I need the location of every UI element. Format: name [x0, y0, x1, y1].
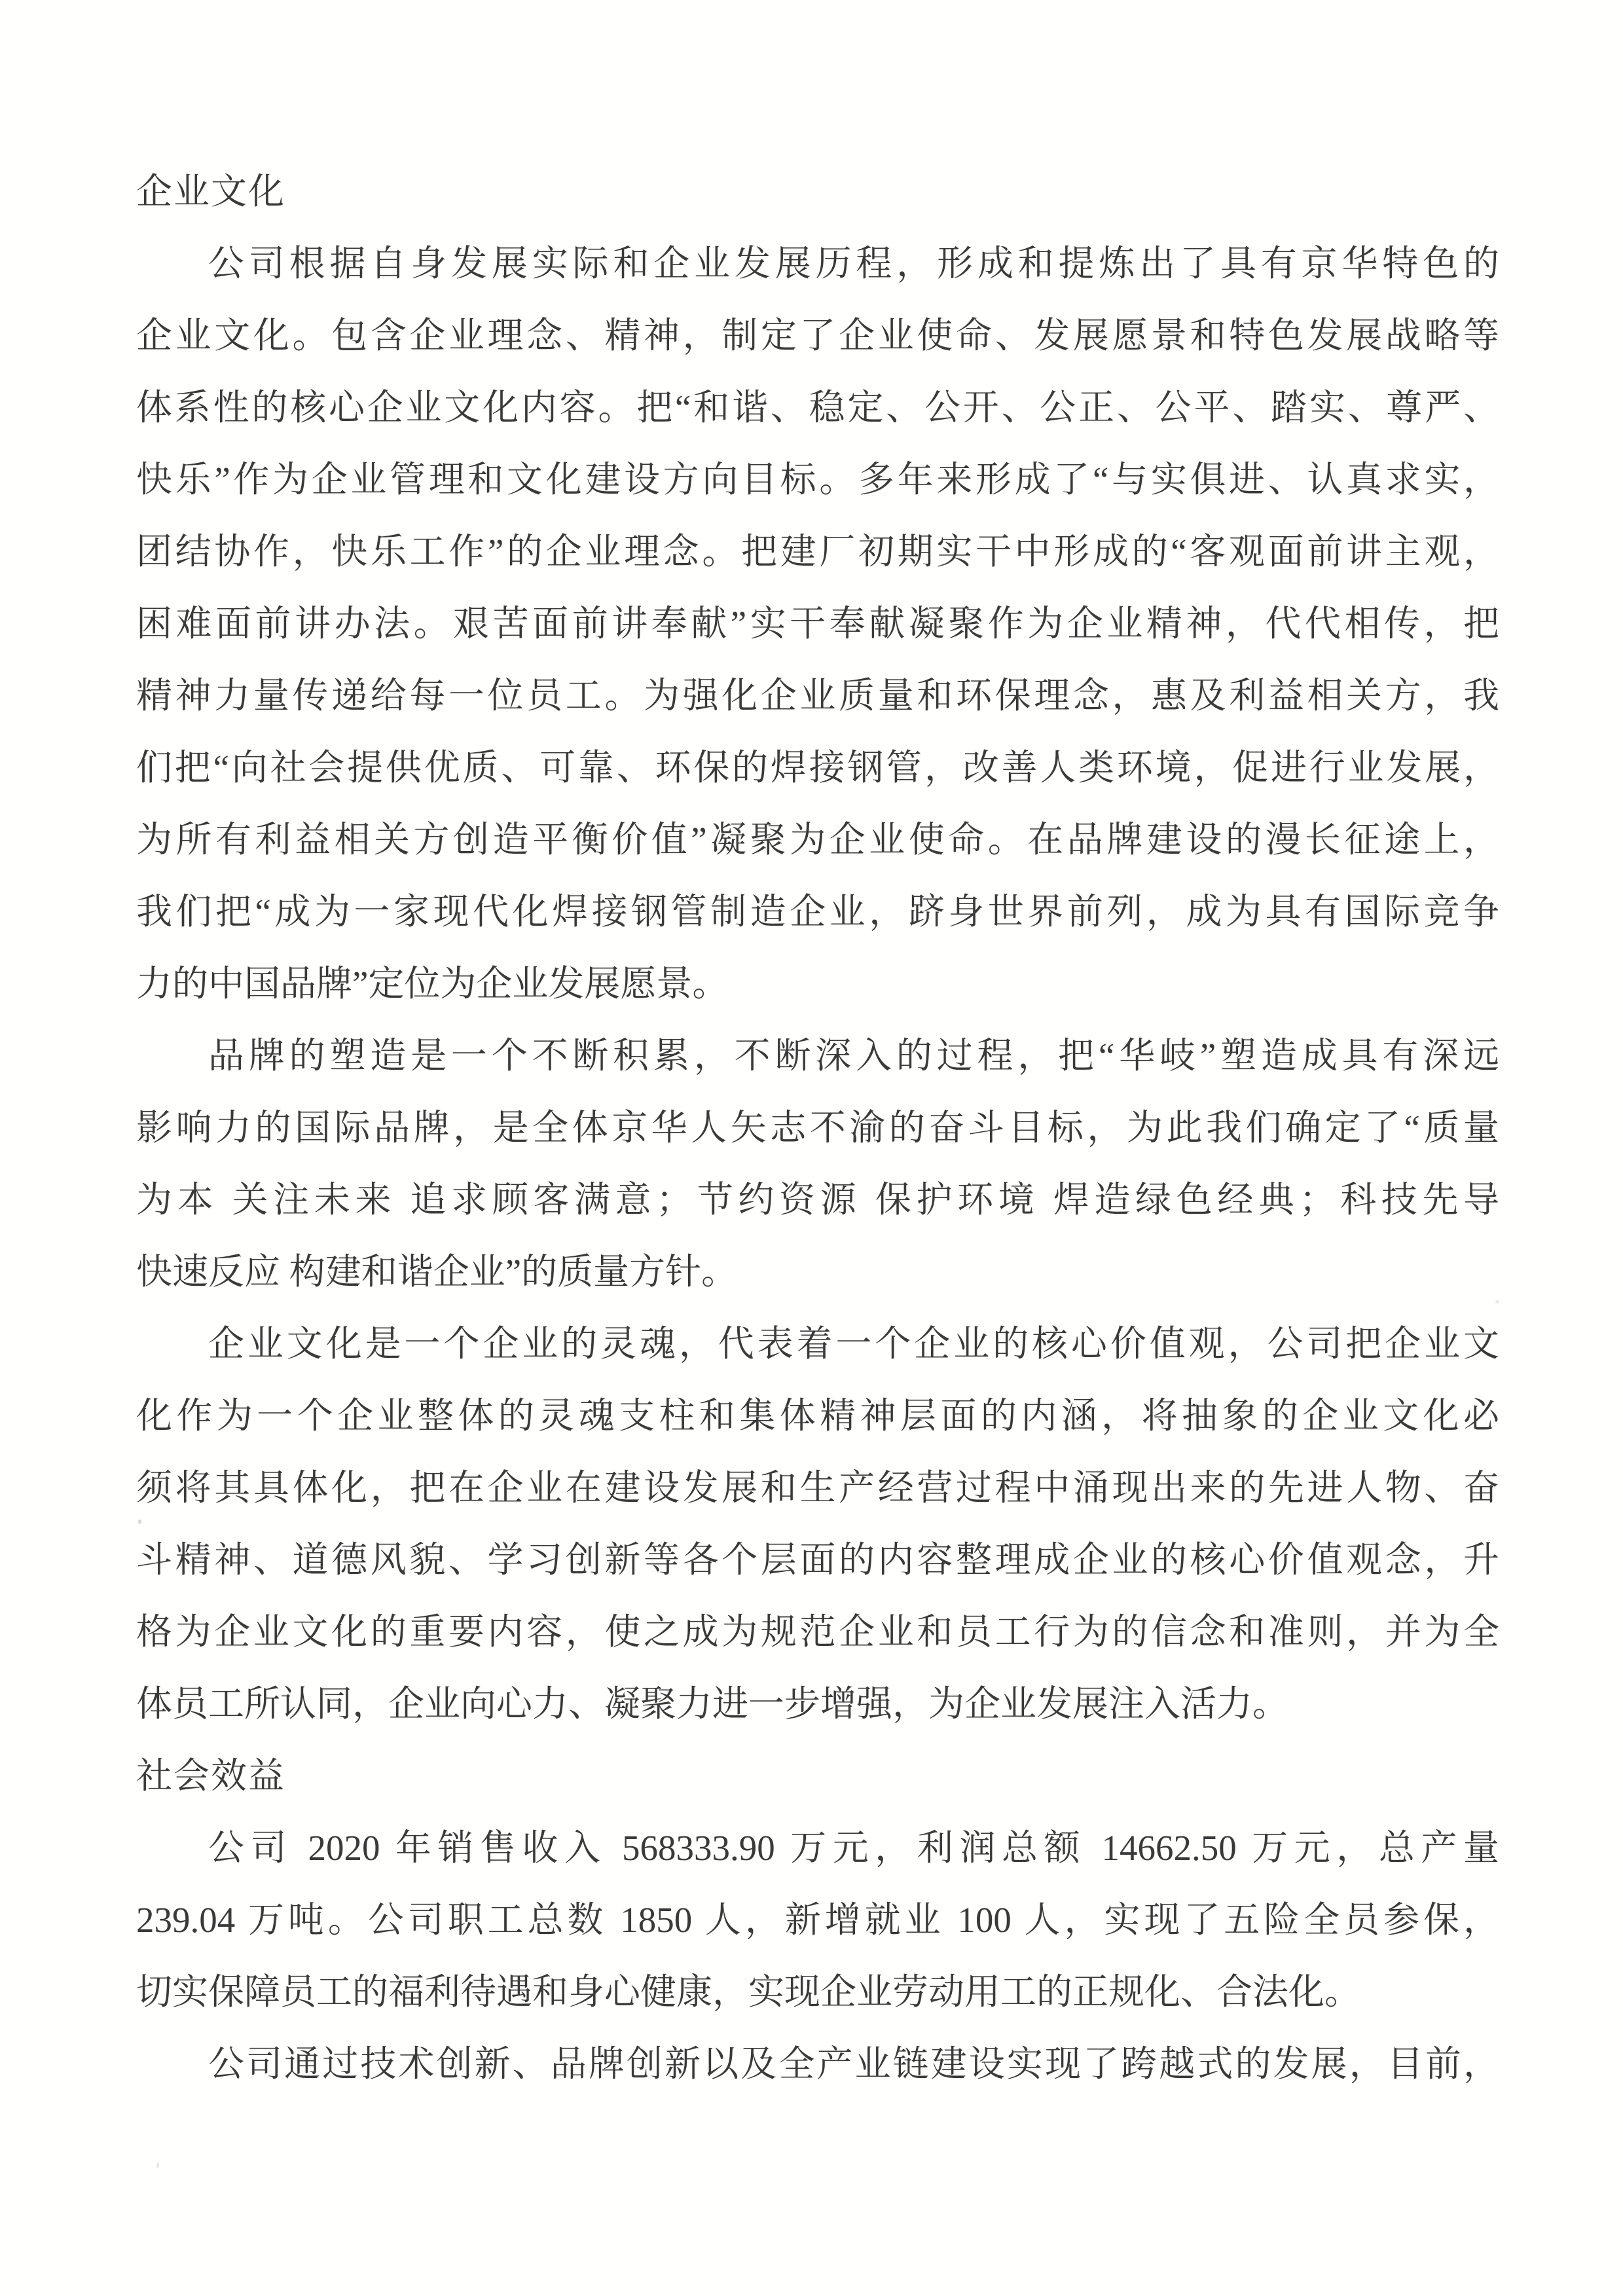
text-line: 239.04 万吨。公司职工总数 1850 人，新增就业 100 人，实现了五险全员参保，: [136, 1900, 1499, 1940]
scan-speck: [156, 2162, 159, 2168]
scan-speck: [1495, 1300, 1499, 1303]
text-line: 化作为一个企业整体的灵魂支柱和集体精神层面的内涵，将抽象的企业文化必: [136, 1396, 1499, 1436]
text-line: 公司 2020 年销售收入 568333.90 万元，利润总额 14662.50 万元，总产量: [208, 1828, 1499, 1868]
text-line: 我们把“成为一家现代化焊接钢管制造企业，跻身世界前列，成为具有国际竞争: [136, 892, 1499, 932]
text-line: 们把“向社会提供优质、可靠、环保的焊接钢管，改善人类环境，促进行业发展，: [136, 748, 1499, 788]
text-line: 为本 关注未来 追求顾客满意；节约资源 保护环境 焊造绿色经典；科技先导: [136, 1180, 1499, 1220]
text-block: [136, 156, 1499, 2100]
text-line: 公司根据自身发展实际和企业发展历程，形成和提炼出了具有京华特色的: [208, 244, 1499, 283]
text-line: 体系性的核心企业文化内容。把“和谐、稳定、公开、公正、公平、踏实、尊严、: [136, 388, 1499, 428]
text-line: 斗精神、道德风貌、学习创新等各个层面的内容整理成企业的核心价值观念，升: [136, 1540, 1499, 1580]
text-line: 困难面前讲办法。艰苦面前讲奉献”实干奉献凝聚作为企业精神，代代相传，把: [136, 604, 1499, 644]
section-heading: 企业文化: [136, 172, 286, 211]
text-line: 企业文化是一个企业的灵魂，代表着一个企业的核心价值观，公司把企业文: [208, 1324, 1499, 1364]
text-line: 体员工所认同，企业向心力、凝聚力进一步增强，为企业发展注入活力。: [136, 1684, 1289, 1724]
text-line: 品牌的塑造是一个不断积累，不断深入的过程，把“华岐”塑造成具有深远: [208, 1036, 1499, 1076]
text-line: 快乐”作为企业管理和文化建设方向目标。多年来形成了“与实俱进、认真求实，: [136, 460, 1499, 500]
text-line: 精神力量传递给每一位员工。为强化企业质量和环保理念，惠及利益相关方，我: [136, 676, 1499, 716]
text-line: 快速反应 构建和谐企业”的质量方针。: [136, 1252, 738, 1292]
text-line: 力的中国品牌”定位为企业发展愿景。: [136, 964, 729, 1004]
text-line: 为所有利益相关方创造平衡价值”凝聚为企业使命。在品牌建设的漫长征途上，: [136, 820, 1499, 860]
section-heading: 社会效益: [136, 1756, 286, 1796]
scan-speck: [138, 1520, 141, 1524]
text-line: 须将其具体化，把在企业在建设发展和生产经营过程中涌现出来的先进人物、奋: [136, 1468, 1499, 1508]
text-line: 团结协作，快乐工作”的企业理念。把建厂初期实干中形成的“客观面前讲主观，: [136, 532, 1499, 572]
text-line: 切实保障员工的福利待遇和身心健康，实现企业劳动用工的正规化、合法化。: [136, 1972, 1361, 2012]
text-line: 影响力的国际品牌，是全体京华人矢志不渝的奋斗目标，为此我们确定了“质量: [136, 1108, 1499, 1148]
text-line: 公司通过技术创新、品牌创新以及全产业链建设实现了跨越式的发展，目前，: [208, 2044, 1499, 2084]
text-line: 格为企业文化的重要内容，使之成为规范企业和员工行为的信念和准则，并为全: [136, 1612, 1499, 1652]
text-line: 企业文化。包含企业理念、精神，制定了企业使命、发展愿景和特色发展战略等: [136, 316, 1499, 355]
